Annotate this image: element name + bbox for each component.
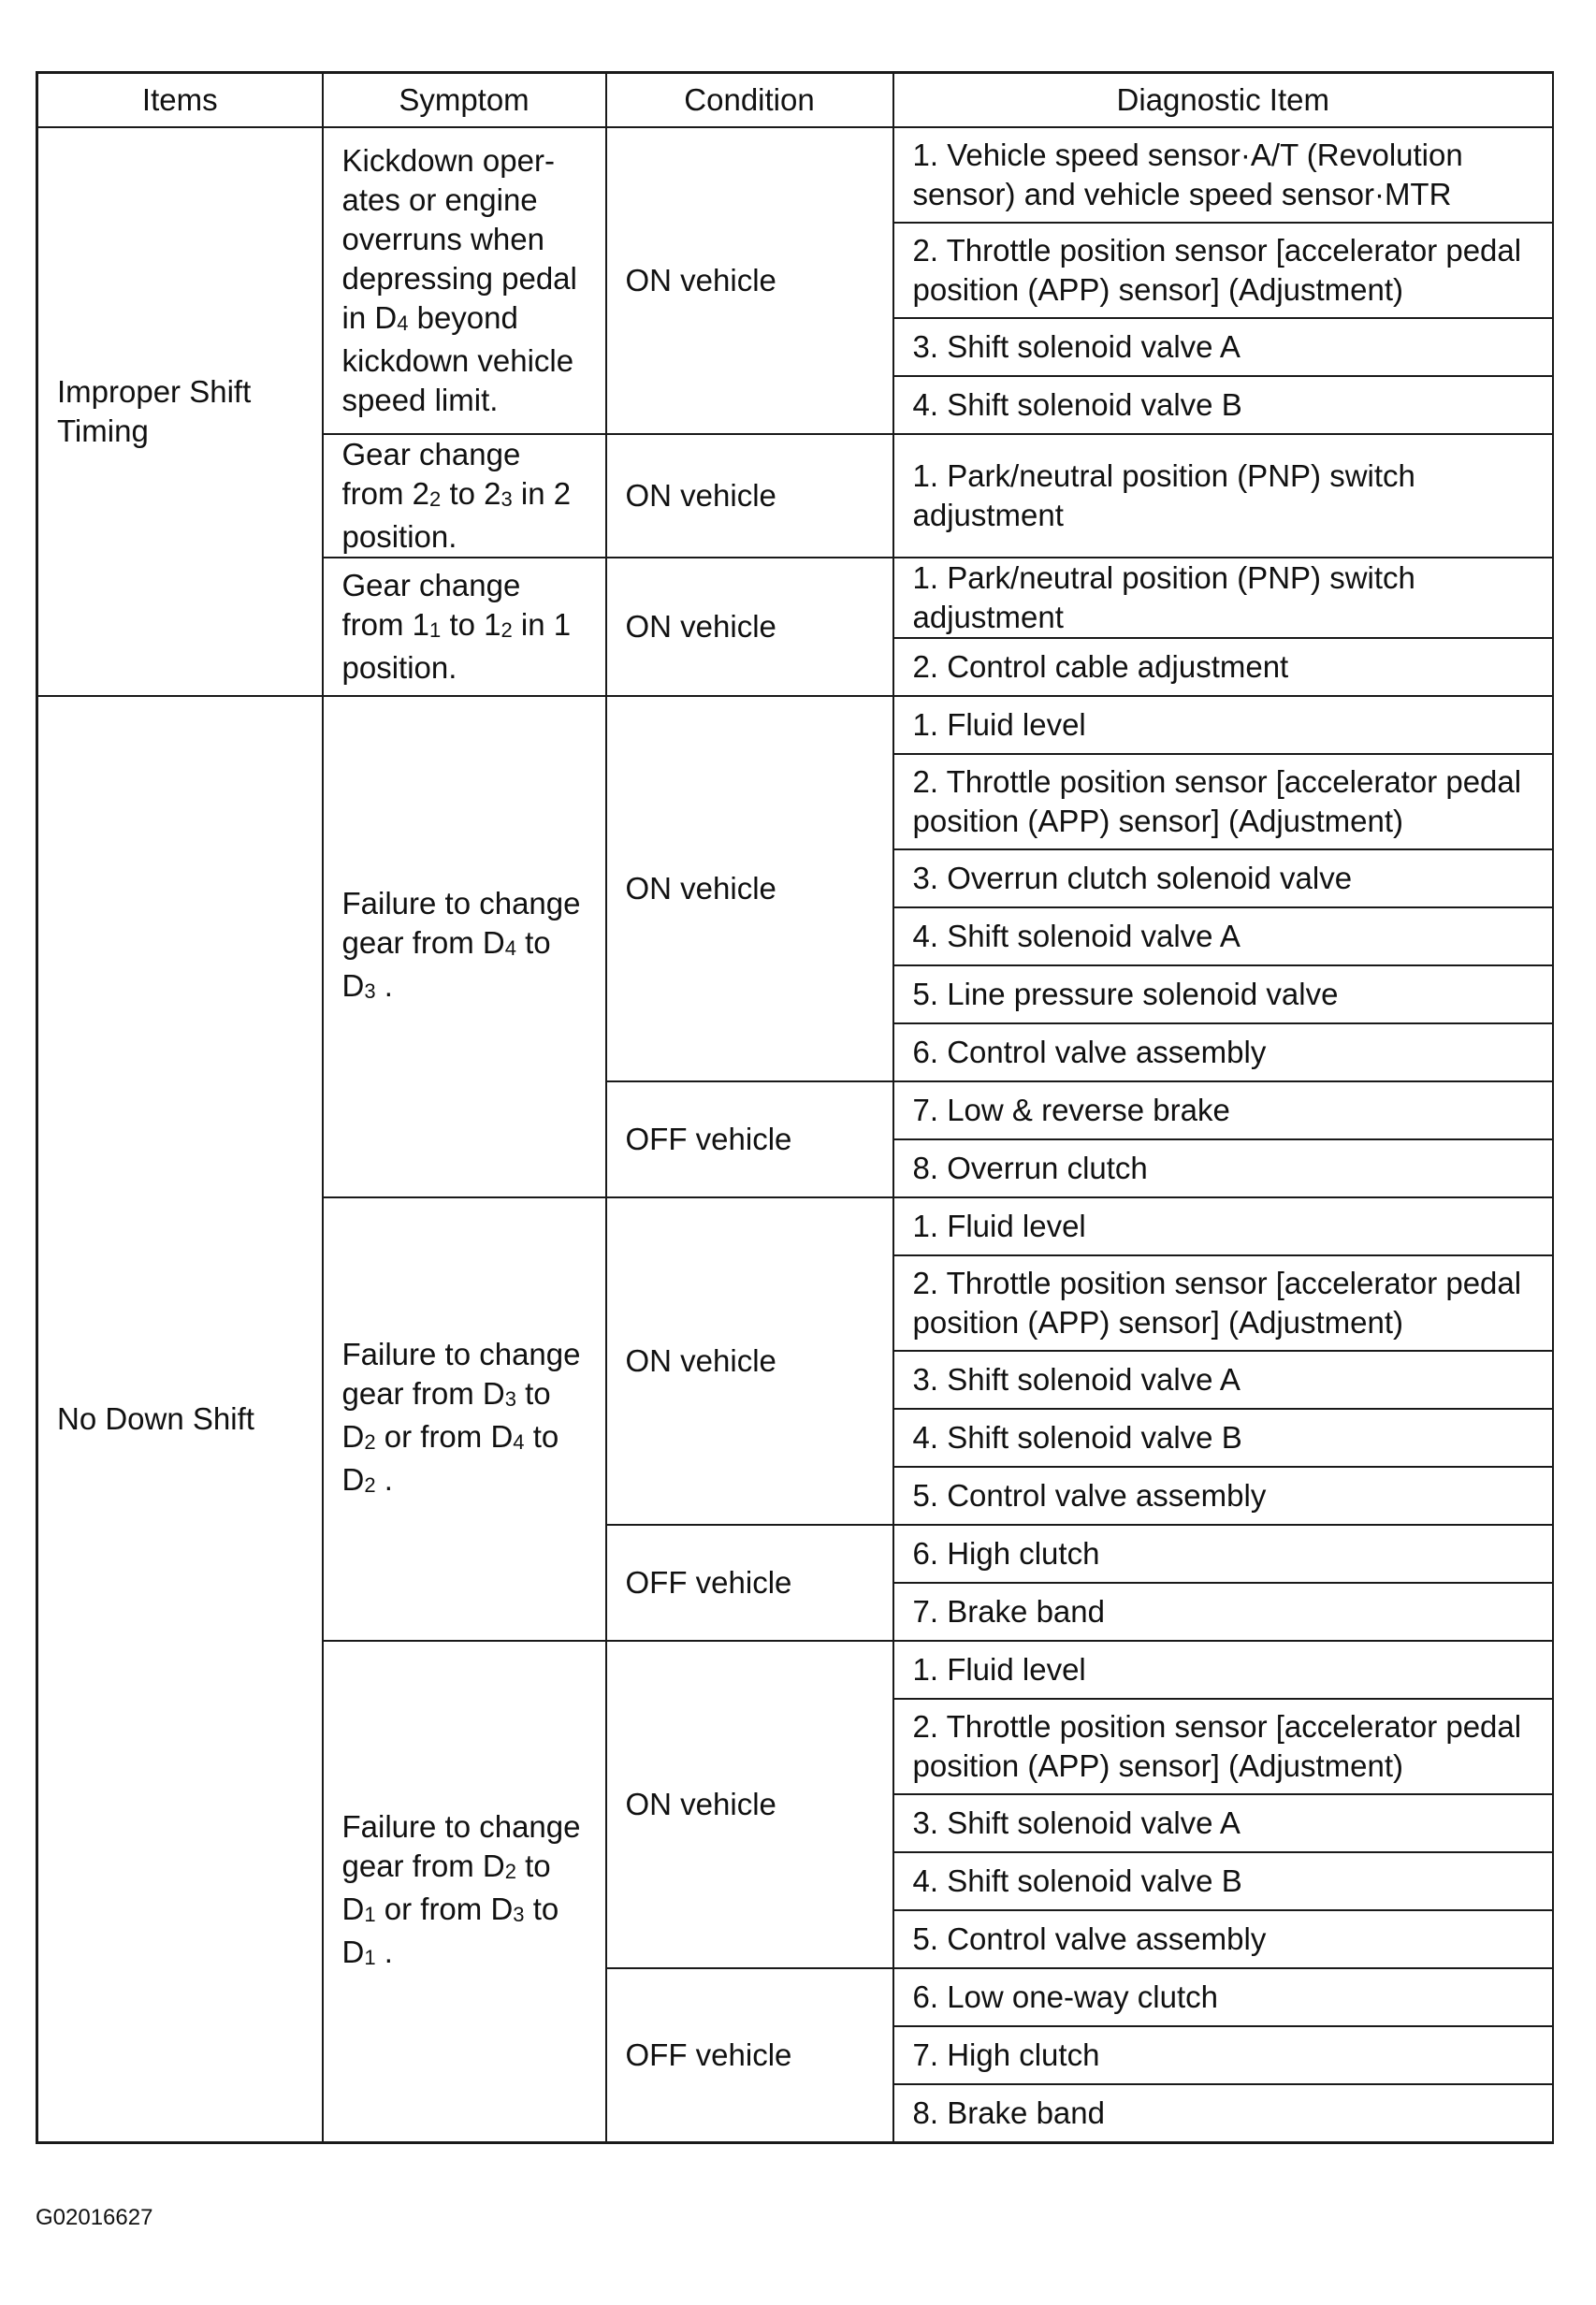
symptom-line: $D_1$ . — [341, 1935, 393, 1969]
diagnostic-item-cell: 3. Shift solenoid valve A — [893, 318, 1554, 376]
diagnostic-item-cell: 5. Line pressure solenoid valve — [893, 965, 1554, 1023]
symptom-line: kickdown vehicle — [341, 343, 574, 378]
diagnostic-item-cell: 2. Control cable adjustment — [893, 638, 1554, 696]
figure-id: G02016627 — [36, 2205, 153, 2230]
symptom-cell — [323, 127, 606, 434]
symptom-line: $D_1$ or from $D_3$ to — [341, 1892, 559, 1926]
symptom-line: Failure to change — [341, 1337, 581, 1371]
symptom-line: Gear change — [341, 568, 521, 602]
symptom-line: in $D_4$ beyond — [341, 300, 518, 335]
diagnostic-item-cell: 1. Park/neutral position (PNP) switch adjustment — [893, 558, 1554, 638]
item-cell: Improper Shift Timing — [37, 127, 323, 696]
symptom-cell — [323, 1641, 606, 2143]
symptom-line: Failure to change — [341, 1809, 581, 1844]
diagnostic-item-cell: 3. Overrun clutch solenoid valve — [893, 849, 1554, 907]
diagnostic-item-cell: 1. Vehicle speed sensor·A/T (Revolution sensor) and vehicle speed sensor·MTR — [893, 127, 1554, 223]
symptom-line: position. — [341, 650, 457, 685]
symptom-line: depressing pedal — [341, 261, 577, 296]
symptom-line: $D_3$ . — [341, 968, 393, 1003]
symptom-cell — [323, 558, 606, 696]
symptom-cell — [323, 434, 606, 558]
item-cell: No Down Shift — [37, 696, 323, 2143]
diagnostic-item-cell: 5. Control valve assembly — [893, 1910, 1554, 1968]
symptom-line: $D_2$ or from $D_4$ to — [341, 1419, 559, 1454]
diagnostic-item-cell: 4. Shift solenoid valve B — [893, 376, 1554, 434]
header-items: Items — [37, 73, 323, 128]
diagnostic-item-cell: 1. Fluid level — [893, 1197, 1554, 1255]
diagnostic-item-cell: 6. Low one-way clutch — [893, 1968, 1554, 2026]
diagnostic-item-cell: 4. Shift solenoid valve B — [893, 1852, 1554, 1910]
condition-cell: ON vehicle — [606, 558, 893, 696]
diagnostic-item-cell: 7. Low & reverse brake — [893, 1081, 1554, 1139]
symptom-line: gear from $D_4$ to — [341, 925, 551, 960]
symptom-cell — [323, 1197, 606, 1641]
diagnostic-item-cell: 2. Throttle position sensor [accelerator pedal position (APP) sensor] (Adjustment) — [893, 1255, 1554, 1351]
table-header — [37, 73, 1554, 128]
symptom-line: Gear change — [341, 437, 521, 471]
diagnostic-item-cell: 1. Fluid level — [893, 1641, 1554, 1699]
symptom-line: from $1_1$ to $1_2$ in 1 — [341, 607, 572, 642]
symptom-line: gear from $D_3$ to — [341, 1376, 551, 1411]
condition-cell: ON vehicle — [606, 434, 893, 558]
diagnostic-item-cell: 4. Shift solenoid valve A — [893, 907, 1554, 965]
symptom-line: Kickdown oper- — [341, 143, 555, 178]
diagnostic-item-cell: 6. Control valve assembly — [893, 1023, 1554, 1081]
diagnostic-item-cell: 3. Shift solenoid valve A — [893, 1351, 1554, 1409]
symptom-cell — [323, 696, 606, 1197]
diagnostic-item-cell: 5. Control valve assembly — [893, 1467, 1554, 1525]
symptom-line: Failure to change — [341, 886, 581, 921]
symptom-line: overruns when — [341, 222, 544, 256]
diagnostic-item-cell: 8. Overrun clutch — [893, 1139, 1554, 1197]
symptom-line: ates or engine — [341, 182, 538, 217]
table-body — [37, 127, 1554, 2143]
symptom-line: gear from $D_2$ to — [341, 1848, 551, 1883]
diagnostic-item-cell: 2. Throttle position sensor [accelerator pedal position (APP) sensor] (Adjustment) — [893, 223, 1554, 318]
condition-cell: OFF vehicle — [606, 1968, 893, 2143]
symptom-line: speed limit. — [341, 383, 499, 417]
diagnostic-table — [36, 71, 1554, 2144]
header-condition: Condition — [606, 73, 893, 128]
table-row — [37, 127, 1554, 223]
symptom-line: position. — [341, 519, 457, 554]
header-diagnostic-item: Diagnostic Item — [893, 73, 1554, 128]
symptom-line: $D_2$ . — [341, 1462, 393, 1497]
header-row — [37, 73, 1554, 128]
condition-cell: ON vehicle — [606, 1197, 893, 1525]
diagnostic-item-cell: 7. High clutch — [893, 2026, 1554, 2084]
header-symptom: Symptom — [323, 73, 606, 128]
condition-cell: OFF vehicle — [606, 1525, 893, 1641]
table-row — [37, 696, 1554, 754]
diagnostic-item-cell: 2. Throttle position sensor [accelerator pedal position (APP) sensor] (Adjustment) — [893, 754, 1554, 849]
condition-cell: ON vehicle — [606, 1641, 893, 1968]
diagnostic-item-cell: 7. Brake band — [893, 1583, 1554, 1641]
condition-cell: ON vehicle — [606, 127, 893, 434]
symptom-line: from $2_2$ to $2_3$ in 2 — [341, 476, 572, 511]
diagnostic-item-cell: 1. Fluid level — [893, 696, 1554, 754]
diagnostic-item-cell: 8. Brake band — [893, 2084, 1554, 2143]
diagnostic-item-cell: 3. Shift solenoid valve A — [893, 1794, 1554, 1852]
diagnostic-item-cell: 1. Park/neutral position (PNP) switch adjustment — [893, 434, 1554, 558]
condition-cell: OFF vehicle — [606, 1081, 893, 1197]
diagnostic-item-cell: 4. Shift solenoid valve B — [893, 1409, 1554, 1467]
diagnostic-item-cell: 6. High clutch — [893, 1525, 1554, 1583]
diagnostic-item-cell: 2. Throttle position sensor [accelerator pedal position (APP) sensor] (Adjustment) — [893, 1699, 1554, 1794]
condition-cell: ON vehicle — [606, 696, 893, 1081]
